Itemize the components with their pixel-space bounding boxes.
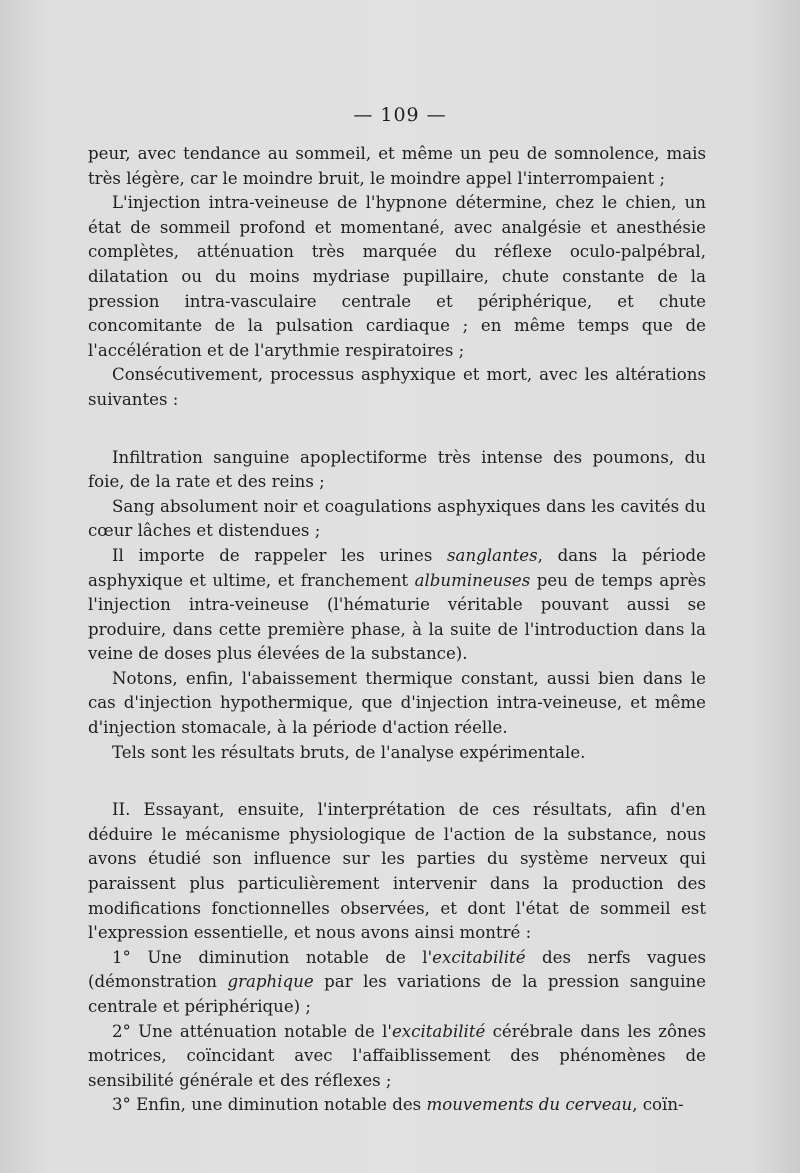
paragraph-10-part-c: des nerfs vagues (démonstration [88,947,706,992]
paragraph-6-part-a: Il importe de rappeler les urines [112,545,448,565]
paragraph-3: Consécutivement, processus asphyxique et mort, avec les altérations suivantes : [88,365,706,409]
paragraph-8: Tels sont les résultats bruts, de l'analyse expérimentale. [112,742,586,762]
paragraph-11-part-c: cérébrale dans les zônes motrices, coïncidant avec l'affaiblissement des phénomènes de sensibilité générale et des réflexes ; [88,1021,707,1090]
emphasis-excitabilite-1: excitabilité [432,947,526,967]
paragraph-1: peur, avec tendance au sommeil, et même un peu de somnolence, mais très légère, car le moindre bruit, le moindre appel l'interrompaient ; [88,144,706,188]
paragraph-7: Notons, enfin, l'abaissement thermique constant, aussi bien dans le cas d'injection hypothermique, que d'injection intra-veineuse, et même d'injection stomacale, à la période d'action réelle. [88,668,706,738]
paragraph-9: II. Essayant, ensuite, l'interprétation de ces résultats, afin d'en déduire le mécanisme physiologique de l'action de la substance, nous avons étudié son influence sur les parties du système nerveux qui paraissent plus particulièrement intervenir dans la production des modifications fonctionnelles observées, et dont l'état de sommeil est l'expression essentielle, et nous avons ainsi montré : [88,800,706,943]
paragraph-12-part-a: 3° Enfin, une diminution notable des [112,1095,427,1115]
paragraph-6 [88,544,706,667]
page-body [88,142,706,1118]
emphasis-sanglantes: sanglantes [447,545,538,565]
paragraph-2: L'injection intra-veineuse de l'hypnone détermine, chez le chien, un état de sommeil profond et momentané, avec analgésie et anesthésie complètes, atténuation très marquée du réflexe oculo-palpébral, dilatation ou du moins mydriase pupillaire, chute constante de la pression intra-vasculaire centrale et périphérique, et chute concomitante de la pulsation cardiaque ; en même temps que de l'accélération et de l'arythmie respiratoires ; [88,193,706,360]
paragraph-10-part-e: par les variations de la pression sanguine centrale et périphérique) ; [88,972,706,1016]
paragraph-6-part-c: , dans la période asphyxique et ultime, et franchement [88,545,706,590]
emphasis-mouvements-du-cerveau: mouvements du cerveau [426,1095,633,1115]
paragraph-10 [88,946,706,1020]
paragraph-6-part-e: peu de temps après l'injection intra-veineuse (l'hématurie véritable pouvant aussi se produire, dans cette première phase, à la suite de l'introduction dans la veine de doses plus élevées de la substance). [88,570,706,664]
page-number: — 109 — [353,104,447,126]
emphasis-graphique: graphique [227,972,314,992]
emphasis-albumineuses: albumineuses [414,570,531,590]
paragraph-11 [88,1020,706,1094]
paragraph-11-part-a: 2° Une atténuation notable de l' [112,1021,392,1041]
paragraph-12-part-c: , coïn- [632,1095,684,1115]
paragraph-5: Sang absolument noir et coagulations asphyxiques dans les cavités du cœur lâches et distendues ; [88,496,706,541]
paragraph-10-part-a: 1° Une diminution notable de l' [112,947,433,967]
paragraph-12 [88,1093,706,1118]
emphasis-excitabilite-2: excitabilité [391,1021,486,1041]
paragraph-4: Infiltration sanguine apoplectiforme très intense des poumons, du foie, de la rate et des reins ; [88,447,706,492]
